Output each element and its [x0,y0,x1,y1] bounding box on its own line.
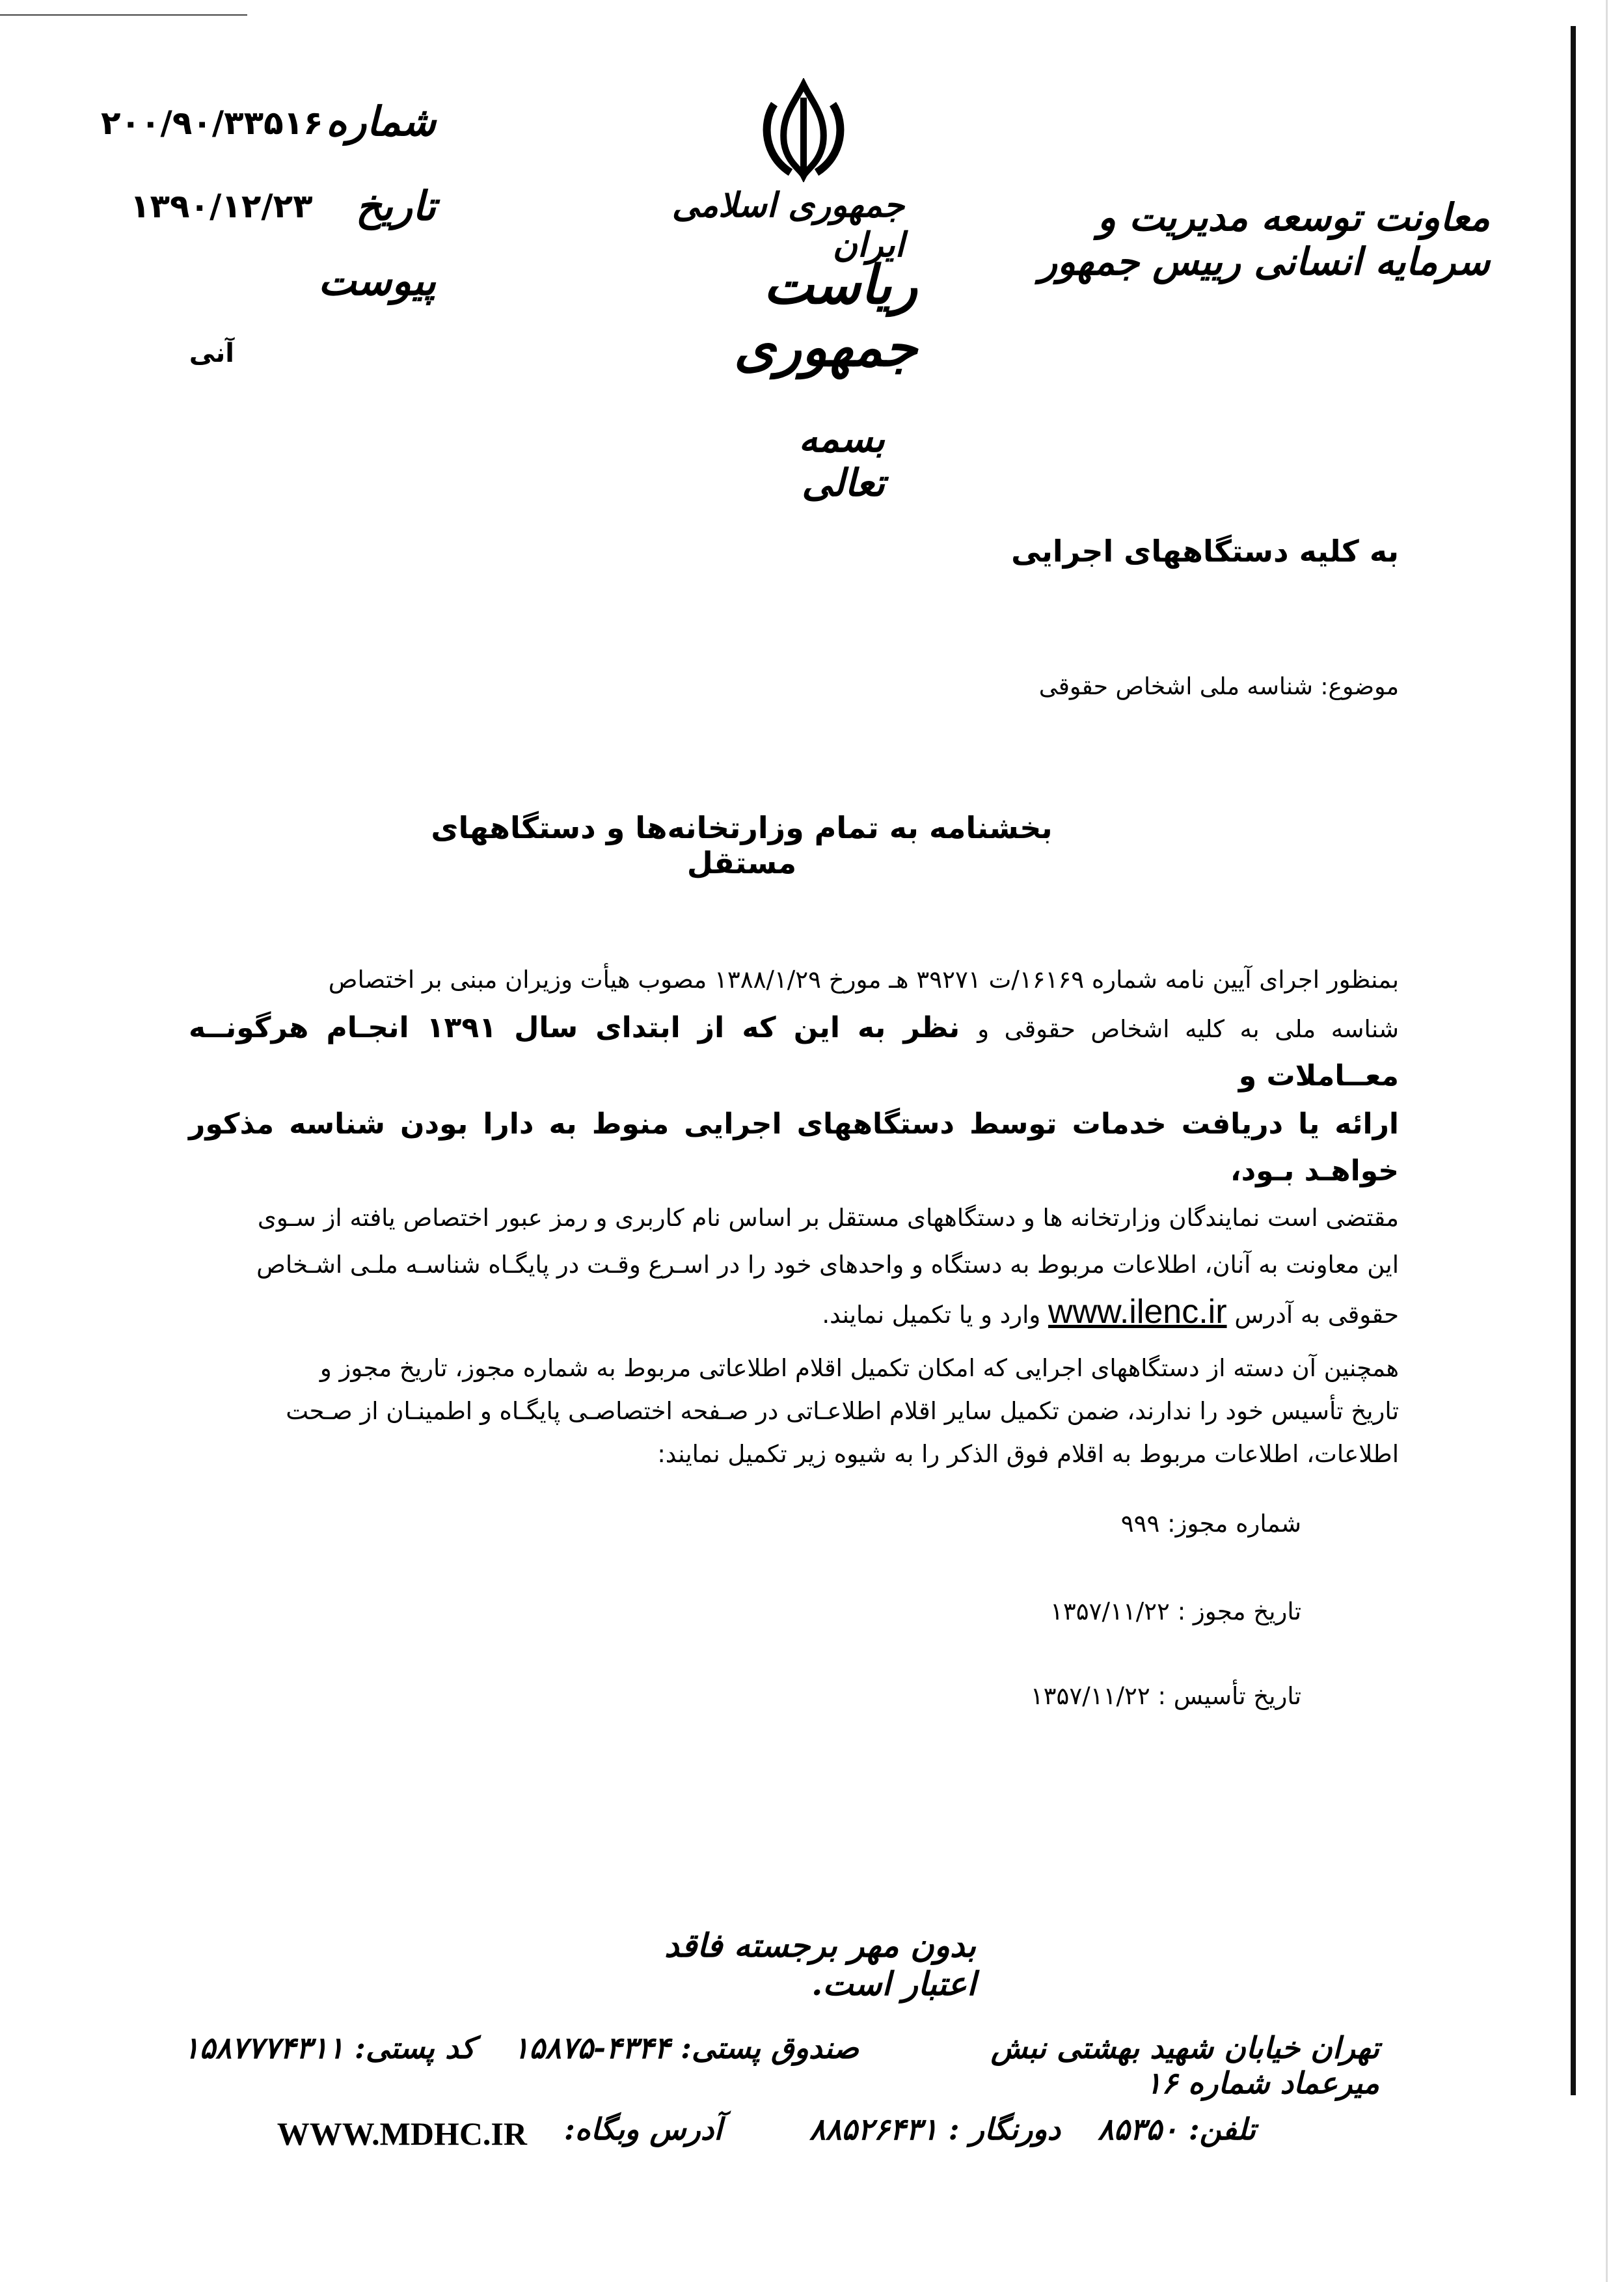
paragraph-1 [189,957,1399,1338]
deputy-title: معاونت توسعه مدیریت و سرمایه انسانی رییس جمهور [1039,195,1490,284]
ilenc-link[interactable]: www.ilenc.ir [1048,1293,1227,1331]
paragraph-2-line: اطلاعات، اطلاعات مربوط به اقلام فوق الذکر را به شیوه زیر تکمیل نمایند: [657,1440,1399,1468]
iran-emblem-logo [755,78,852,182]
paragraph-2-line: تاریخ تأسیس خود را ندارند، ضمن تکمیل سایر اقلام اطلاعـاتی در صـفحه اختصاصـی پایگـاه و اطمینـان از صـحت [286,1397,1399,1425]
urgency-label: آنی [189,338,234,368]
margin-rule [1571,26,1576,2095]
footer-po-box: صندوق پستی: ۴۳۴۴-۱۵۸۷۵ [513,2030,859,2065]
paragraph-1-line: مقتضی است نمایندگان وزارتخانه ها و دستگاههای مستقل بر اساس نام کاربری و رمز عبور اختصاص یافته از سـوی [257,1204,1399,1232]
stamp-note: بدون مهر برجسته فاقد اعتبار است. [664,1926,976,2003]
paragraph-1-line2-normal: شناسه ملی به کلیه اشخاص حقوقی و [977,1015,1399,1043]
number-value: ۲۰۰/۹۰/۳۳۵۱۶ [101,104,323,142]
paragraph-1-line2-bold: نظر به این که از ابتدای سال ۱۳۹۱ انجـام هرگونــه معــاملات و [189,1011,1399,1093]
paragraph-1-line [189,1005,1399,1101]
paragraph-1-line6-after: وارد و یا تکمیل نمایند. [822,1301,1041,1329]
permit-date: تاریخ مجوز : ۱۳۵۷/۱۱/۲۲ [1050,1597,1301,1625]
bismillah: بسمه تعالی [798,416,885,505]
footer-fax: دورنگار : ۸۸۵۲۶۴۳۱ [809,2112,1061,2147]
paragraph-1-line: این معاونت به آنان، اطلاعات مربوط به دستگاه و واحدهای خود را در اسـرع وقـت در پایگـاه شناسـه ملـی اشـخاص [256,1251,1399,1279]
scan-edge-line [0,14,247,16]
permit-number: شماره مجوز: ۹۹۹ [1120,1510,1301,1538]
paragraph-1-line [189,1288,1399,1338]
circular-title: بخشنامه به تمام وزارتخانه‌ها و دستگاههای مستقل [431,810,1053,880]
country-name: جمهوری اسلامی ایران [671,185,904,265]
subject-line: موضوع: شناسه ملی اشخاص حقوقی [1038,673,1399,700]
scan-edge-shadow [1606,0,1608,2282]
footer-address: تهران خیابان شهید بهشتی نبش میرعماد شماره ۱۶ [990,2030,1379,2100]
paragraph-1-line: بمنظور اجرای آیین نامه شماره ۱۶۱۶۹/ت ۳۹۲۷۱ هـ مورخ ۱۳۸۸/۱/۲۹ مصوب هیأت وزیران مبنی بر اختصاص [328,966,1399,994]
number-label: شماره [325,98,436,145]
paragraph-2 [189,1347,1399,1476]
footer-website[interactable]: WWW.MDHC.IR [277,2115,527,2152]
attachment-label: پیوست [318,257,436,305]
paragraph-1-line6-before: حقوقی به آدرس [1234,1301,1399,1329]
presidency-name: ریاست جمهوری [733,254,917,379]
paragraph-2-line: همچنین آن دسته از دستگاههای اجرایی که امکان تکمیل اقلام اطلاعاتی مربوط به شماره مجوز، تاریخ مجوز و [319,1354,1399,1382]
founding-date: تاریخ تأسیس : ۱۳۵۷/۱۱/۲۲ [1030,1682,1301,1710]
recipient: به کلیه دستگاههای اجرایی [1011,534,1399,569]
footer-phone: تلفن: ۸۵۳۵۰ [1098,2112,1256,2147]
paragraph-1-bold-line: ارائه یا دریافت خدمات توسط دستگاههای اجرایی منوط به دارا بودن شناسه مذکور خواهـد بـود، [189,1107,1399,1188]
footer-postal-code: کد پستی: ۱۵۸۷۷۷۴۳۱۱ [183,2030,475,2065]
date-value: ۱۳۹۰/۱۲/۲۳ [130,187,313,225]
footer-website-label: آدرس وبگاه: [563,2112,722,2147]
date-label: تاریخ [355,182,436,230]
